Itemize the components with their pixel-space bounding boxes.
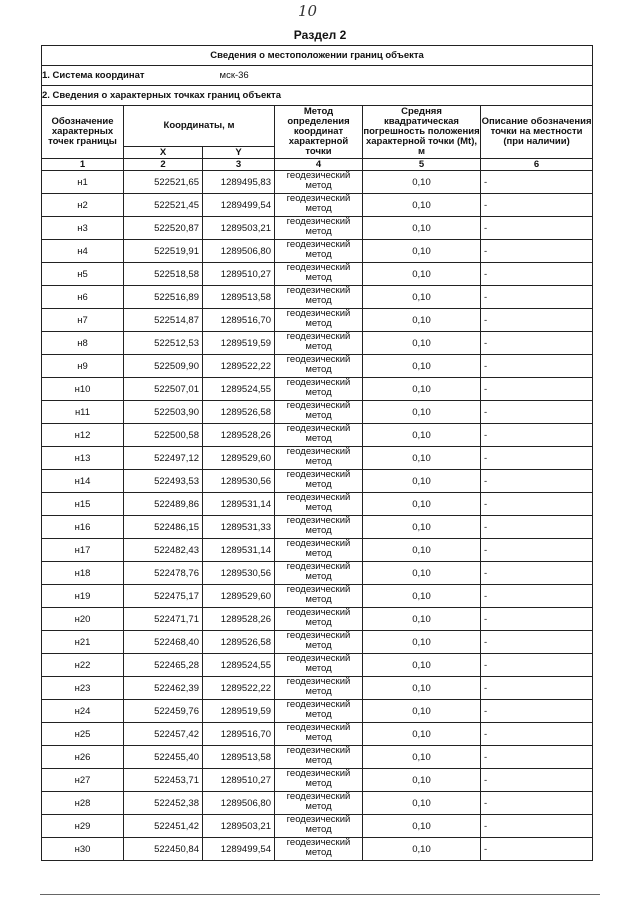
coord-y: 1289495,83 bbox=[203, 171, 275, 194]
header-point-designation: Обозначение характерных точек границы bbox=[42, 106, 124, 159]
point-description: - bbox=[481, 493, 593, 516]
coord-y: 1289531,14 bbox=[203, 493, 275, 516]
point-name: н10 bbox=[42, 378, 124, 401]
table-row bbox=[42, 309, 593, 332]
method: геодезический метод bbox=[275, 654, 363, 677]
coord-x: 522521,65 bbox=[124, 171, 203, 194]
coord-x: 522486,15 bbox=[124, 516, 203, 539]
table-row bbox=[42, 217, 593, 240]
coord-y: 1289529,60 bbox=[203, 585, 275, 608]
point-description: - bbox=[481, 815, 593, 838]
method: геодезический метод bbox=[275, 447, 363, 470]
point-description: - bbox=[481, 562, 593, 585]
error-value: 0,10 bbox=[363, 700, 481, 723]
point-name: н23 bbox=[42, 677, 124, 700]
point-name: н29 bbox=[42, 815, 124, 838]
table-row bbox=[42, 516, 593, 539]
table-row bbox=[42, 769, 593, 792]
point-name: н28 bbox=[42, 792, 124, 815]
point-description: - bbox=[481, 792, 593, 815]
error-value: 0,10 bbox=[363, 815, 481, 838]
table-row bbox=[42, 815, 593, 838]
column-number: 1 bbox=[42, 159, 124, 171]
method: геодезический метод bbox=[275, 585, 363, 608]
point-name: н20 bbox=[42, 608, 124, 631]
point-description: - bbox=[481, 309, 593, 332]
table-row bbox=[42, 838, 593, 861]
table-row bbox=[42, 746, 593, 769]
error-value: 0,10 bbox=[363, 194, 481, 217]
coord-y: 1289513,58 bbox=[203, 746, 275, 769]
coord-x: 522500,58 bbox=[124, 424, 203, 447]
coord-x: 522450,84 bbox=[124, 838, 203, 861]
point-name: н24 bbox=[42, 700, 124, 723]
coord-y: 1289503,21 bbox=[203, 217, 275, 240]
points-heading-row bbox=[42, 86, 593, 106]
coord-y: 1289510,27 bbox=[203, 263, 275, 286]
header-row bbox=[42, 106, 593, 147]
section-title: Раздел 2 bbox=[293, 28, 347, 42]
coord-x: 522520,87 bbox=[124, 217, 203, 240]
coord-y: 1289499,54 bbox=[203, 194, 275, 217]
coord-x: 522497,12 bbox=[124, 447, 203, 470]
points-heading: 2. Сведения о характерных точках границ объекта bbox=[42, 86, 593, 106]
table-row bbox=[42, 470, 593, 493]
coord-x: 522459,76 bbox=[124, 700, 203, 723]
point-name: н15 bbox=[42, 493, 124, 516]
method: геодезический метод bbox=[275, 286, 363, 309]
coord-y: 1289516,70 bbox=[203, 309, 275, 332]
error-value: 0,10 bbox=[363, 746, 481, 769]
point-description: - bbox=[481, 401, 593, 424]
coord-x: 522457,42 bbox=[124, 723, 203, 746]
method: геодезический метод bbox=[275, 677, 363, 700]
error-value: 0,10 bbox=[363, 562, 481, 585]
coord-x: 522503,90 bbox=[124, 401, 203, 424]
error-value: 0,10 bbox=[363, 378, 481, 401]
coord-y: 1289519,59 bbox=[203, 332, 275, 355]
table-row bbox=[42, 355, 593, 378]
coord-x: 522507,01 bbox=[124, 378, 203, 401]
point-description: - bbox=[481, 332, 593, 355]
point-name: н30 bbox=[42, 838, 124, 861]
coord-y: 1289519,59 bbox=[203, 700, 275, 723]
column-number: 2 bbox=[124, 159, 203, 171]
method: геодезический метод bbox=[275, 815, 363, 838]
coord-y: 1289506,80 bbox=[203, 792, 275, 815]
point-name: н2 bbox=[42, 194, 124, 217]
page-number: 10 bbox=[298, 2, 318, 20]
point-description: - bbox=[481, 585, 593, 608]
boundary-points-table bbox=[41, 45, 593, 861]
table-row bbox=[42, 401, 593, 424]
method: геодезический метод bbox=[275, 194, 363, 217]
table-row bbox=[42, 171, 593, 194]
point-description: - bbox=[481, 286, 593, 309]
error-value: 0,10 bbox=[363, 654, 481, 677]
coordinate-system-label: 1. Система координат bbox=[42, 70, 145, 81]
table-row bbox=[42, 493, 593, 516]
point-name: н11 bbox=[42, 401, 124, 424]
coord-y: 1289503,21 bbox=[203, 815, 275, 838]
coord-x: 522451,42 bbox=[124, 815, 203, 838]
page-bottom-line bbox=[40, 894, 600, 895]
point-description: - bbox=[481, 424, 593, 447]
method: геодезический метод bbox=[275, 539, 363, 562]
method: геодезический метод bbox=[275, 401, 363, 424]
table-row bbox=[42, 608, 593, 631]
error-value: 0,10 bbox=[363, 217, 481, 240]
error-value: 0,10 bbox=[363, 263, 481, 286]
method: геодезический метод bbox=[275, 355, 363, 378]
table-row bbox=[42, 332, 593, 355]
point-name: н26 bbox=[42, 746, 124, 769]
coord-y: 1289530,56 bbox=[203, 562, 275, 585]
error-value: 0,10 bbox=[363, 286, 481, 309]
table-row bbox=[42, 562, 593, 585]
point-description: - bbox=[481, 217, 593, 240]
method: геодезический метод bbox=[275, 470, 363, 493]
error-value: 0,10 bbox=[363, 631, 481, 654]
coord-x: 522519,91 bbox=[124, 240, 203, 263]
column-number: 6 bbox=[481, 159, 593, 171]
point-description: - bbox=[481, 769, 593, 792]
point-name: н27 bbox=[42, 769, 124, 792]
coord-x: 522493,53 bbox=[124, 470, 203, 493]
coord-x: 522471,71 bbox=[124, 608, 203, 631]
point-name: н22 bbox=[42, 654, 124, 677]
method: геодезический метод bbox=[275, 240, 363, 263]
header-error: Средняя квадратическая погрешность положения характерной точки (Mt), м bbox=[363, 106, 480, 157]
coord-x: 522489,86 bbox=[124, 493, 203, 516]
coord-x: 522475,17 bbox=[124, 585, 203, 608]
point-name: н3 bbox=[42, 217, 124, 240]
table-title-row bbox=[42, 46, 593, 66]
coord-x: 522521,45 bbox=[124, 194, 203, 217]
method: геодезический метод bbox=[275, 562, 363, 585]
coord-x: 522462,39 bbox=[124, 677, 203, 700]
coord-y: 1289513,58 bbox=[203, 286, 275, 309]
method: геодезический метод bbox=[275, 838, 363, 861]
point-name: н17 bbox=[42, 539, 124, 562]
coord-y: 1289526,58 bbox=[203, 401, 275, 424]
table-row bbox=[42, 585, 593, 608]
header-method: Метод определения координат характерной точки bbox=[275, 106, 363, 159]
point-description: - bbox=[481, 355, 593, 378]
table-row bbox=[42, 677, 593, 700]
coord-y: 1289522,22 bbox=[203, 355, 275, 378]
error-value: 0,10 bbox=[363, 493, 481, 516]
point-name: н14 bbox=[42, 470, 124, 493]
table-row bbox=[42, 447, 593, 470]
coord-y: 1289522,22 bbox=[203, 677, 275, 700]
table-row bbox=[42, 263, 593, 286]
point-description: - bbox=[481, 240, 593, 263]
point-description: - bbox=[481, 723, 593, 746]
error-value: 0,10 bbox=[363, 309, 481, 332]
header-y: Y bbox=[203, 147, 275, 159]
error-value: 0,10 bbox=[363, 723, 481, 746]
coord-x: 522453,71 bbox=[124, 769, 203, 792]
header-description: Описание обозначения точки на местности (при наличии) bbox=[481, 106, 593, 159]
header-x: X bbox=[124, 147, 203, 159]
point-description: - bbox=[481, 838, 593, 861]
error-value: 0,10 bbox=[363, 447, 481, 470]
error-value: 0,10 bbox=[363, 585, 481, 608]
table-row bbox=[42, 723, 593, 746]
coord-y: 1289528,26 bbox=[203, 424, 275, 447]
error-value: 0,10 bbox=[363, 838, 481, 861]
coordinate-system bbox=[42, 66, 593, 86]
column-numbers-row bbox=[42, 159, 593, 171]
error-value: 0,10 bbox=[363, 332, 481, 355]
point-description: - bbox=[481, 677, 593, 700]
point-description: - bbox=[481, 263, 593, 286]
point-description: - bbox=[481, 378, 593, 401]
column-number: 5 bbox=[363, 159, 481, 171]
coord-y: 1289506,80 bbox=[203, 240, 275, 263]
coord-y: 1289516,70 bbox=[203, 723, 275, 746]
column-number: 4 bbox=[275, 159, 363, 171]
coordinate-system-value: мск-36 bbox=[219, 70, 249, 81]
coord-x: 522455,40 bbox=[124, 746, 203, 769]
coord-y: 1289524,55 bbox=[203, 378, 275, 401]
point-name: н8 bbox=[42, 332, 124, 355]
coord-x: 522516,89 bbox=[124, 286, 203, 309]
method: геодезический метод bbox=[275, 263, 363, 286]
error-value: 0,10 bbox=[363, 539, 481, 562]
error-value: 0,10 bbox=[363, 677, 481, 700]
coord-y: 1289531,33 bbox=[203, 516, 275, 539]
point-description: - bbox=[481, 631, 593, 654]
coord-x: 522452,38 bbox=[124, 792, 203, 815]
table-row bbox=[42, 286, 593, 309]
method: геодезический метод bbox=[275, 608, 363, 631]
point-name: н4 bbox=[42, 240, 124, 263]
method: геодезический метод bbox=[275, 792, 363, 815]
method: геодезический метод bbox=[275, 769, 363, 792]
point-description: - bbox=[481, 194, 593, 217]
point-name: н13 bbox=[42, 447, 124, 470]
coord-y: 1289524,55 bbox=[203, 654, 275, 677]
point-description: - bbox=[481, 171, 593, 194]
table-title: Сведения о местоположении границ объекта bbox=[42, 46, 593, 66]
coord-y: 1289529,60 bbox=[203, 447, 275, 470]
coord-x: 522478,76 bbox=[124, 562, 203, 585]
table-row bbox=[42, 700, 593, 723]
table-row bbox=[42, 194, 593, 217]
coord-y: 1289530,56 bbox=[203, 470, 275, 493]
coord-y: 1289526,58 bbox=[203, 631, 275, 654]
coordinate-system-row bbox=[42, 66, 593, 86]
point-name: н16 bbox=[42, 516, 124, 539]
point-name: н18 bbox=[42, 562, 124, 585]
method: геодезический метод bbox=[275, 217, 363, 240]
table-row bbox=[42, 378, 593, 401]
method: геодезический метод bbox=[275, 516, 363, 539]
coord-y: 1289528,26 bbox=[203, 608, 275, 631]
header-coordinates: Координаты, м bbox=[124, 106, 275, 147]
point-name: н5 bbox=[42, 263, 124, 286]
point-name: н12 bbox=[42, 424, 124, 447]
point-description: - bbox=[481, 746, 593, 769]
error-value: 0,10 bbox=[363, 608, 481, 631]
table-row bbox=[42, 539, 593, 562]
table-row bbox=[42, 631, 593, 654]
point-name: н21 bbox=[42, 631, 124, 654]
point-description: - bbox=[481, 608, 593, 631]
method: геодезический метод bbox=[275, 723, 363, 746]
error-value: 0,10 bbox=[363, 792, 481, 815]
coord-x: 522514,87 bbox=[124, 309, 203, 332]
error-value: 0,10 bbox=[363, 470, 481, 493]
coord-y: 1289510,27 bbox=[203, 769, 275, 792]
point-name: н9 bbox=[42, 355, 124, 378]
point-name: н19 bbox=[42, 585, 124, 608]
coord-y: 1289531,14 bbox=[203, 539, 275, 562]
point-description: - bbox=[481, 470, 593, 493]
coord-x: 522512,53 bbox=[124, 332, 203, 355]
table-row bbox=[42, 424, 593, 447]
error-value: 0,10 bbox=[363, 401, 481, 424]
point-name: н6 bbox=[42, 286, 124, 309]
coord-x: 522509,90 bbox=[124, 355, 203, 378]
method: геодезический метод bbox=[275, 332, 363, 355]
coord-x: 522518,58 bbox=[124, 263, 203, 286]
point-description: - bbox=[481, 700, 593, 723]
point-description: - bbox=[481, 516, 593, 539]
method: геодезический метод bbox=[275, 700, 363, 723]
point-name: н1 bbox=[42, 171, 124, 194]
coord-x: 522468,40 bbox=[124, 631, 203, 654]
point-description: - bbox=[481, 447, 593, 470]
table-row bbox=[42, 240, 593, 263]
error-value: 0,10 bbox=[363, 769, 481, 792]
error-value: 0,10 bbox=[363, 424, 481, 447]
point-name: н25 bbox=[42, 723, 124, 746]
error-value: 0,10 bbox=[363, 516, 481, 539]
error-value: 0,10 bbox=[363, 171, 481, 194]
method: геодезический метод bbox=[275, 493, 363, 516]
method: геодезический метод bbox=[275, 424, 363, 447]
error-value: 0,10 bbox=[363, 355, 481, 378]
method: геодезический метод bbox=[275, 631, 363, 654]
coord-x: 522465,28 bbox=[124, 654, 203, 677]
method: геодезический метод bbox=[275, 746, 363, 769]
point-description: - bbox=[481, 539, 593, 562]
point-description: - bbox=[481, 654, 593, 677]
coord-y: 1289499,54 bbox=[203, 838, 275, 861]
column-number: 3 bbox=[203, 159, 275, 171]
table-row bbox=[42, 654, 593, 677]
table-row bbox=[42, 792, 593, 815]
method: геодезический метод bbox=[275, 309, 363, 332]
point-name: н7 bbox=[42, 309, 124, 332]
error-value: 0,10 bbox=[363, 240, 481, 263]
method: геодезический метод bbox=[275, 378, 363, 401]
method: геодезический метод bbox=[275, 171, 363, 194]
coord-x: 522482,43 bbox=[124, 539, 203, 562]
